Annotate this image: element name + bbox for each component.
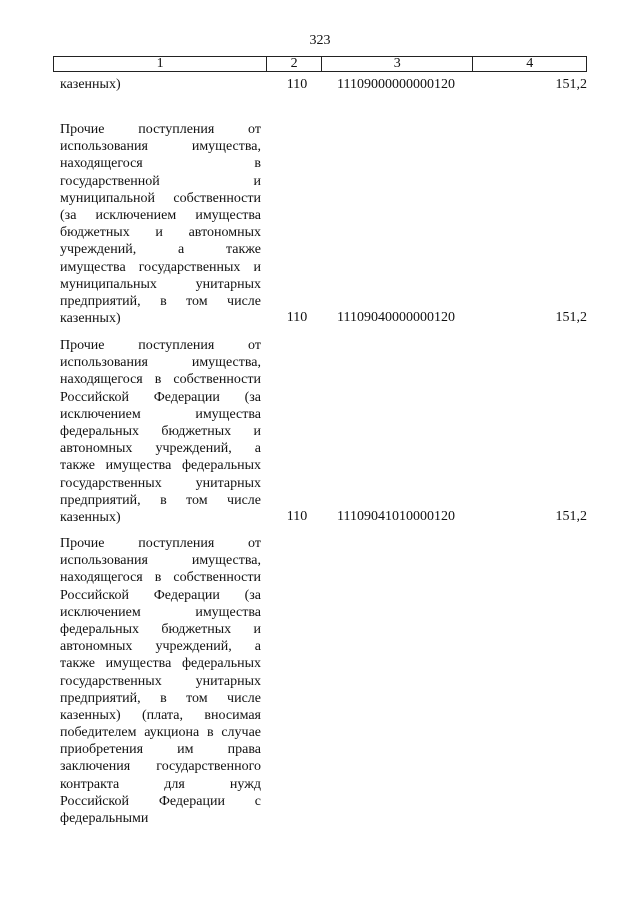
row-amount: 151,2 <box>555 77 587 92</box>
row-description <box>60 535 261 827</box>
description-line: находящегося в <box>60 156 261 172</box>
description-line: использования имущества, <box>60 553 261 569</box>
description-line: федеральных бюджетных и <box>60 423 261 439</box>
description-line: предприятий, в том числе <box>60 690 261 706</box>
description-line: также имущества федеральных <box>60 656 261 672</box>
row-admin-code: 110 <box>286 509 308 524</box>
row-description <box>60 337 261 526</box>
description-line: бюджетных и автономных <box>60 225 261 241</box>
description-line: государственных унитарных <box>60 475 261 491</box>
description-line: учреждений, а также <box>60 242 261 258</box>
description-line: казенных) <box>60 311 121 327</box>
row-kbk-code: 11109000000000120 <box>337 77 455 92</box>
description-line: казенных) <box>60 77 121 92</box>
description-line: имущества государственных и <box>60 259 261 275</box>
description-line: использования имущества, <box>60 139 261 155</box>
column-header-2: 2 <box>266 57 321 71</box>
description-line: (за исключением имущества <box>60 207 261 223</box>
description-line: Прочие поступления от <box>60 122 261 137</box>
column-header-3: 3 <box>321 57 472 71</box>
description-line: исключением имущества <box>60 604 261 620</box>
description-line: победителем аукциона в случае <box>60 725 261 741</box>
description-line: использования имущества, <box>60 355 261 371</box>
row-kbk-code: 11109041010000120 <box>337 509 455 524</box>
row-admin-code: 110 <box>286 77 308 92</box>
description-line: исключением имущества <box>60 406 261 422</box>
description-line: Российской Федерации с <box>60 793 261 809</box>
description-line: федеральных бюджетных и <box>60 621 261 637</box>
description-line: предприятий, в том числе <box>60 293 261 309</box>
page-number: 323 <box>309 33 331 48</box>
row-amount: 151,2 <box>555 310 587 325</box>
description-line: Прочие поступления от <box>60 536 261 551</box>
description-line: приобретения им права <box>60 742 261 758</box>
row-description <box>60 121 261 327</box>
description-line: муниципальной собственности <box>60 190 261 206</box>
description-line: Российской Федерации (за <box>60 587 261 603</box>
table-column-header <box>53 56 587 72</box>
description-line: муниципальных унитарных <box>60 276 261 292</box>
description-line: казенных) (плата, вносимая <box>60 707 261 723</box>
description-line: находящегося в собственности <box>60 372 261 388</box>
row-amount: 151,2 <box>555 509 587 524</box>
row-kbk-code: 11109040000000120 <box>337 310 455 325</box>
description-line: Российской Федерации (за <box>60 389 261 405</box>
description-line: также имущества федеральных <box>60 458 261 474</box>
description-line: Прочие поступления от <box>60 338 261 353</box>
description-line: находящегося в собственности <box>60 570 261 586</box>
description-line: казенных) <box>60 509 121 525</box>
description-line: автономных учреждений, а <box>60 441 261 457</box>
description-line: государственных унитарных <box>60 673 261 689</box>
row-description <box>60 76 261 93</box>
row-admin-code: 110 <box>286 310 308 325</box>
description-line: заключения государственного <box>60 759 261 775</box>
column-header-1: 1 <box>156 56 164 71</box>
description-line: государственной и <box>60 173 261 189</box>
column-header-4: 4 <box>472 57 586 71</box>
description-line: предприятий, в том числе <box>60 492 261 508</box>
description-line: федеральными <box>60 811 149 826</box>
description-line: контракта для нужд <box>60 776 261 792</box>
description-line: автономных учреждений, а <box>60 639 261 655</box>
